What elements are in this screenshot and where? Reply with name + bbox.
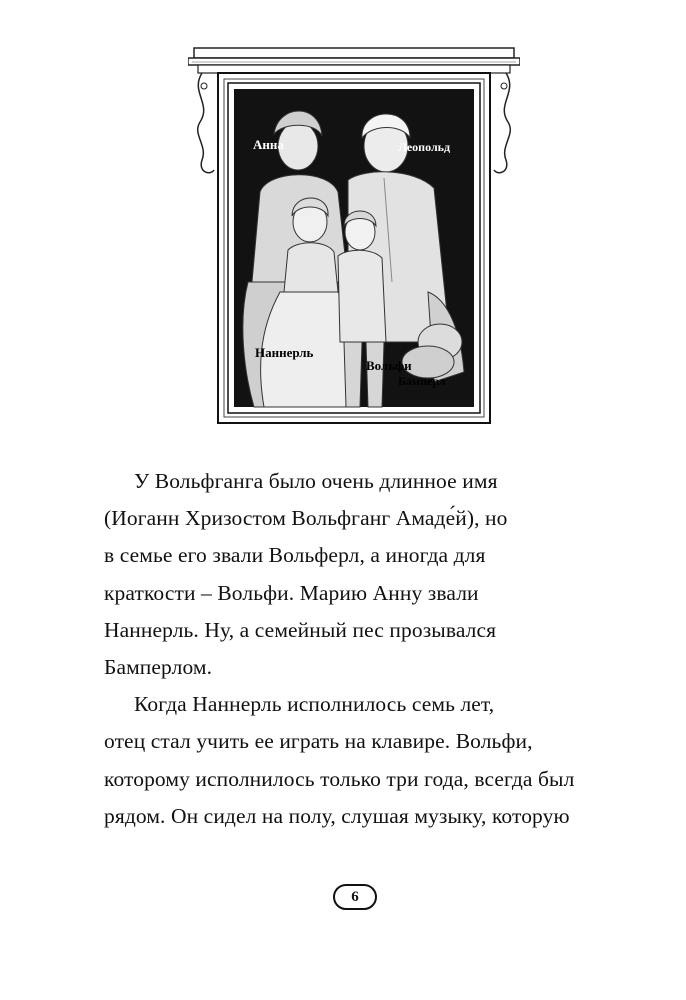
body-line: в семье его звали Вольферл, а иногда для bbox=[104, 543, 486, 568]
body-line: Бамперлом. bbox=[104, 654, 213, 679]
body-line: У Вольфганга было очень длинное имя bbox=[134, 469, 498, 493]
family-portrait-illustration bbox=[188, 42, 520, 426]
page-number: 6 bbox=[333, 884, 377, 910]
body-line: (Иоганн Хризостом Вольфганг Амаде́й), но bbox=[104, 506, 508, 531]
body-line: краткости – Вольфи. Марию Анну звали bbox=[104, 580, 479, 605]
label-leopold: Леопольд bbox=[398, 140, 451, 154]
body-text bbox=[104, 463, 624, 835]
label-nannerl: Наннерль bbox=[255, 345, 314, 360]
label-anna: Анна bbox=[253, 137, 284, 152]
body-line: Наннерль. Ну, а семейный пес прозывался bbox=[104, 617, 497, 642]
label-wolfi: Вольфи bbox=[366, 358, 412, 373]
body-line: которому исполнилось только три года, всегда был bbox=[104, 766, 575, 791]
body-line: Когда Наннерль исполнилось семь лет, bbox=[134, 692, 495, 717]
body-line: рядом. Он сидел на полу, слушая музыку, которую bbox=[104, 803, 570, 828]
body-line: отец стал учить ее играть на клавире. Вольфи, bbox=[104, 729, 533, 754]
label-bamperl: Бамперл bbox=[398, 374, 446, 388]
